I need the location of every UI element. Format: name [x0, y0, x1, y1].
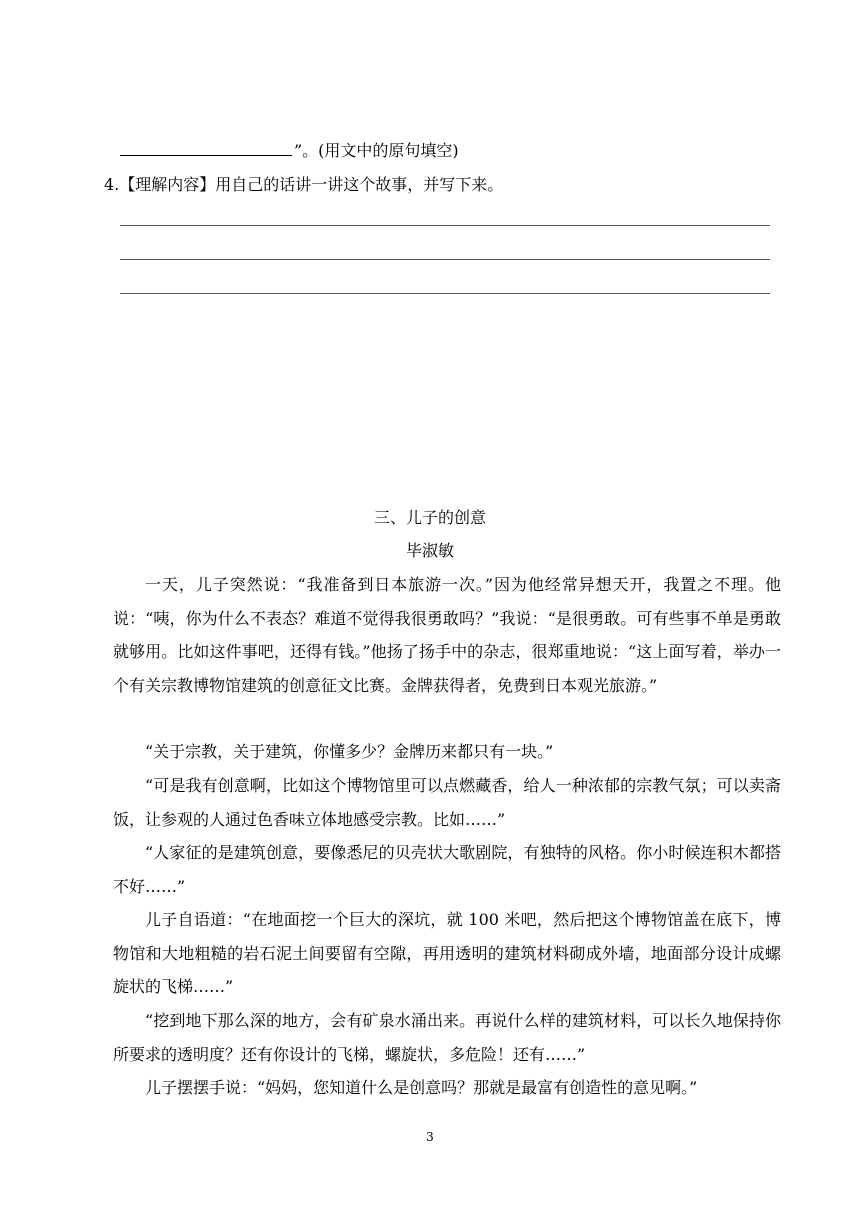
question-4	[104, 175, 503, 195]
paragraph: 儿子自语道：“在地面挖一个巨大的深坑，就 100 米吧，然后把这个博物馆盖在底下，博物馆和大地粗糙的岩石泥土间要留有空隙，再用透明的建筑材料砌成外墙，地面部分设计成螺旋状的飞梯……”	[113, 910, 781, 996]
paragraph: 儿子摆摆手说：“妈妈，您知道什么是创意吗？那就是最富有创造性的意见啊。”	[145, 1078, 698, 1097]
paragraph: 一天，儿子突然说：“我准备到日本旅游一次。”因为他经常异想天开，我置之不理。他说：“咦，你为什么不表态？难道不觉得我很勇敢吗？”我说：“是很勇敢。可有些事不单是勇敢就够用。比如这件事吧，还得有钱。”他扬了扬手中的杂志，很郑重地说：“这上面写着，举办一个有关宗教博物馆建筑的创意征文比赛。金牌获得者，免费到日本观光旅游。”	[113, 575, 781, 695]
article-author: 毕淑敏	[405, 541, 454, 560]
article-title: 三、儿子的创意	[373, 508, 486, 527]
paragraph: “挖到地下那么深的地方，会有矿泉水涌出来。再说什么样的建筑材料，可以长久地保持你所要求的透明度？还有你设计的飞梯，螺旋状，多危险！还有……”	[113, 1011, 781, 1064]
page-number: 3	[426, 1130, 434, 1144]
paragraph: “可是我有创意啊，比如这个博物馆里可以点燃藏香，给人一种浓郁的宗教气氛；可以卖斋饭，让参观的人通过色香味立体地感受宗教。比如……”	[113, 776, 781, 829]
paragraph: “人家征的是建筑创意，要像悉尼的贝壳状大歌剧院，有独特的风格。你小时候连积木都搭不好……”	[113, 843, 781, 896]
paragraph: “关于宗教，关于建筑，你懂多少？金牌历来都只有一块。”	[145, 742, 554, 761]
answer-line[interactable]	[120, 259, 770, 260]
question-tag: 【理解内容】	[119, 175, 216, 194]
question3-tail	[120, 141, 459, 161]
answer-line[interactable]	[120, 293, 770, 294]
question-prompt: 用自己的话讲一讲这个故事，并写下来。	[215, 175, 504, 194]
answer-line[interactable]	[120, 225, 770, 226]
question-number: 4.	[104, 175, 120, 194]
question3-suffix: ”。(用文中的原句填空)	[294, 141, 459, 160]
answer-blank[interactable]	[120, 141, 292, 156]
